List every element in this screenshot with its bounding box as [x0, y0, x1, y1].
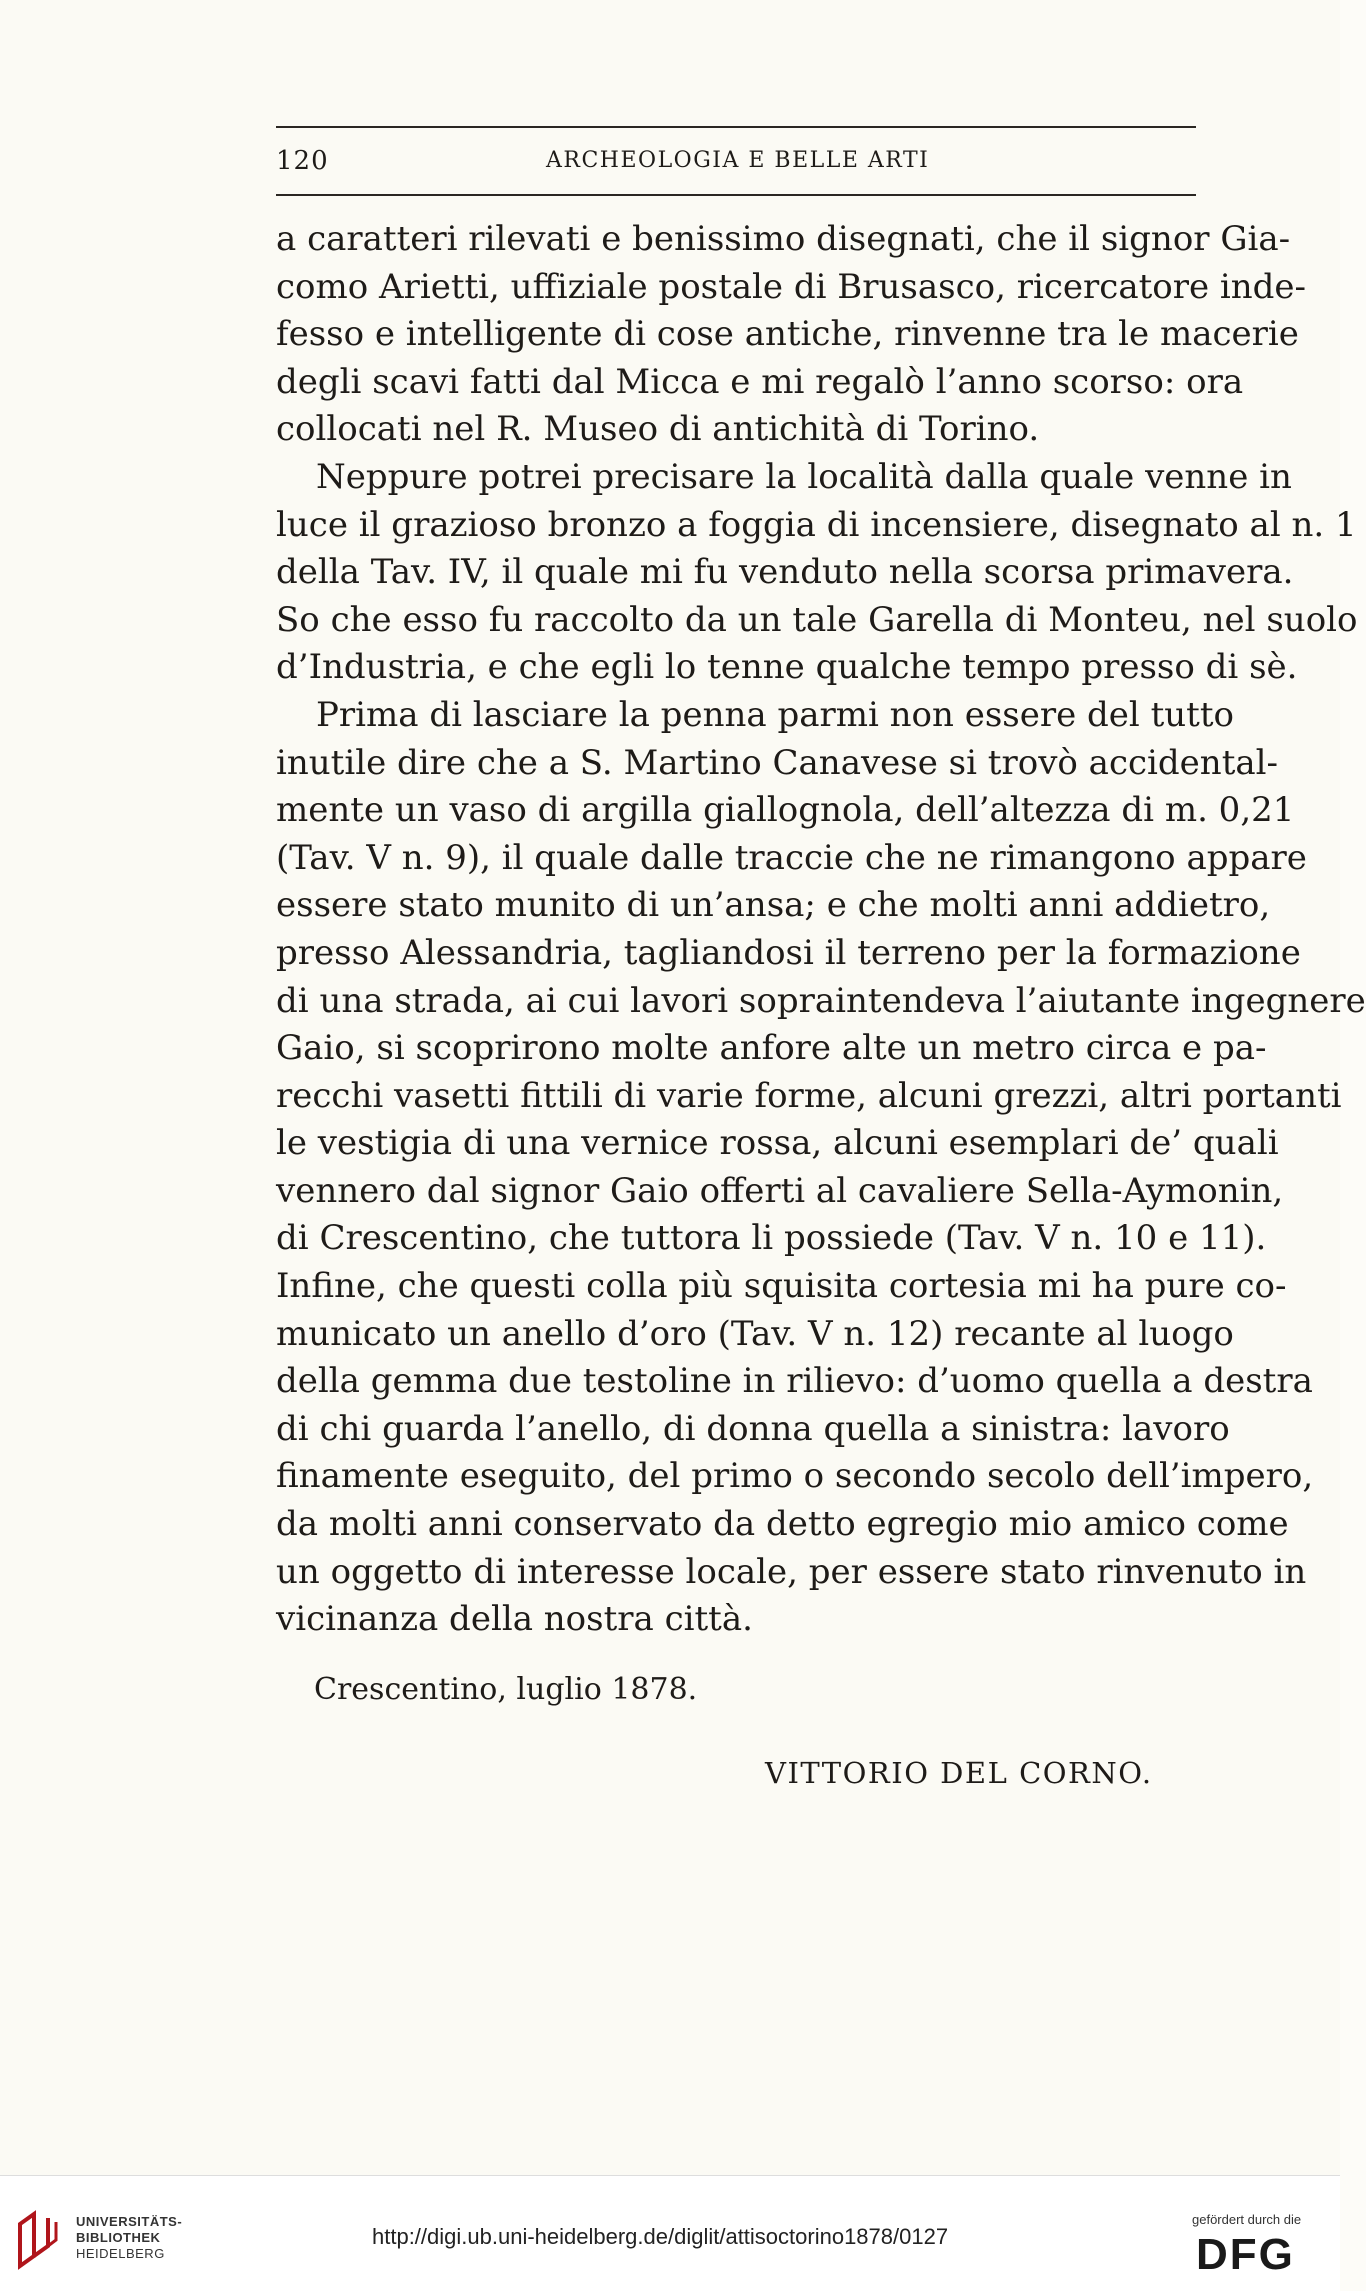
text-line: degli scavi fatti dal Micca e mi regalò l’anno scorso: ora [276, 361, 1244, 402]
text-line: Gaio, si scoprirono molte anfore alte un metro circa e pa- [276, 1028, 1267, 1069]
text-line: Infine, che questi colla più squisita cortesia mi ha pure co- [276, 1266, 1287, 1307]
library-name [76, 2214, 182, 2262]
text-line: d’Industria, e che egli lo tenne qualche tempo presso di sè. [276, 647, 1298, 688]
text-line: recchi vasetti fittili di varie forme, alcuni grezzi, altri portanti [276, 1075, 1342, 1116]
text-line: della Tav. IV, il quale mi fu venduto nella scorsa primavera. [276, 552, 1294, 593]
text-line: Prima di lasciare la penna parmi non essere del tutto [316, 694, 1234, 735]
header-rule-top [276, 126, 1196, 128]
text-line: di una strada, ai cui lavori sopraintendeva l’aiutante ingegnere [276, 980, 1366, 1021]
text-line: un oggetto di interesse locale, per essere stato rinvenuto in [276, 1551, 1307, 1592]
text-line: di Crescentino, che tuttora li possiede (Tav. V n. 10 e 11). [276, 1218, 1267, 1259]
text-line: vennero dal signor Gaio offerti al cavaliere Sella-Aymonin, [276, 1170, 1284, 1211]
running-header [276, 142, 1196, 182]
library-line: UNIVERSITÄTS- [76, 2214, 183, 2229]
text-line: di chi guarda l’anello, di donna quella a sinistra: lavoro [276, 1408, 1230, 1449]
text-line: inutile dire che a S. Martino Canavese si trovò accidental- [276, 742, 1278, 783]
place-date: Crescentino, luglio 1878. [314, 1672, 698, 1707]
dfg-logo: DFG [1196, 2230, 1295, 2279]
text-line: vicinanza della nostra città. [276, 1599, 753, 1640]
body-text [276, 216, 1366, 1644]
text-line: luce il grazioso bronzo a foggia di incensiere, disegnato al n. 1 [276, 504, 1357, 545]
text-line: mente un vaso di argilla giallognola, dell’altezza di m. 0,21 [276, 790, 1295, 831]
library-logo-icon [14, 2210, 60, 2270]
author-signature: VITTORIO DEL CORNO. [765, 1756, 1153, 1790]
text-line: della gemma due testoline in rilievo: d’uomo quella a destra [276, 1361, 1313, 1402]
library-line: BIBLIOTHEK [76, 2230, 161, 2245]
library-line: HEIDELBERG [76, 2246, 165, 2261]
text-line: So che esso fu raccolto da un tale Garella di Monteu, nel suolo [276, 599, 1358, 640]
text-line: municato un anello d’oro (Tav. V n. 12) recante al luogo [276, 1313, 1234, 1354]
page-number: 120 [276, 146, 329, 176]
text-line: finamente eseguito, del primo o secondo secolo dell’impero, [276, 1456, 1314, 1497]
text-line: fesso e intelligente di cose antiche, rinvenne tra le macerie [276, 314, 1299, 355]
text-line: essere stato munito di un’ansa; e che molti anni addietro, [276, 885, 1271, 926]
funding-note: gefördert durch die [1192, 2212, 1302, 2227]
header-rule-bottom [276, 194, 1196, 196]
text-line: da molti anni conservato da detto egregio mio amico come [276, 1504, 1289, 1545]
permalink-url[interactable]: http://digi.ub.uni-heidelberg.de/diglit/attisoctorino1878/0127 [372, 2224, 949, 2249]
text-line: collocati nel R. Museo di antichità di Torino. [276, 409, 1040, 450]
text-line: a caratteri rilevati e benissimo disegnati, che il signor Gia- [276, 219, 1291, 259]
text-line: como Arietti, uffiziale postale di Brusasco, ricercatore inde- [276, 266, 1307, 307]
text-line: presso Alessandria, tagliandosi il terreno per la formazione [276, 932, 1301, 973]
running-title: ARCHEOLOGIA E BELLE ARTI [546, 148, 930, 173]
text-line: (Tav. V n. 9), il quale dalle traccie che ne rimangono appare [276, 837, 1307, 878]
text-line: le vestigia di una vernice rossa, alcuni esemplari de’ quali [276, 1123, 1279, 1164]
text-line: Neppure potrei precisare la località dalla quale venne in [316, 456, 1292, 497]
digitization-footer [0, 2175, 1340, 2291]
